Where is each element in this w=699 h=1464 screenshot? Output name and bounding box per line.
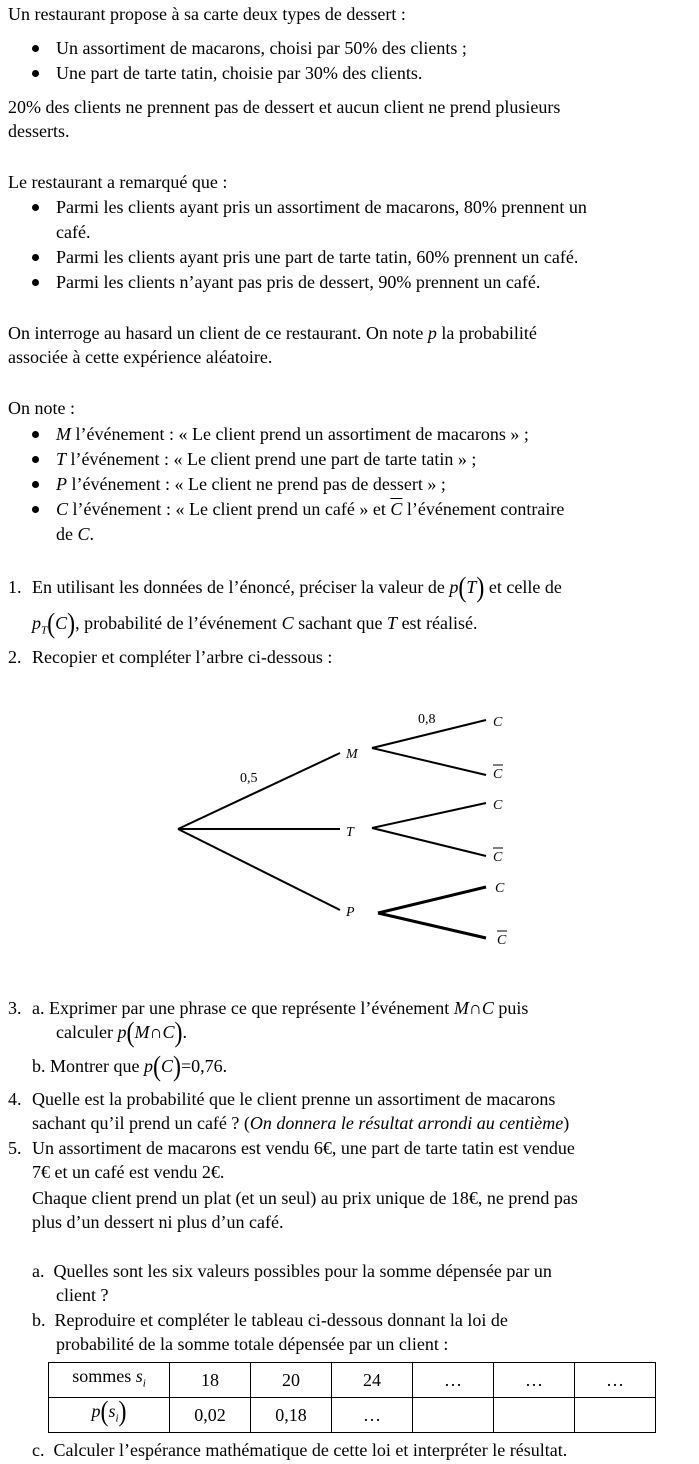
table-cell: … xyxy=(575,1363,656,1398)
label-M-C: 0,8 xyxy=(418,712,436,727)
table-cell xyxy=(494,1398,575,1433)
question-1: En utilisant les données de l’énoncé, préciser la valeur de p(T) et celle de xyxy=(32,572,562,604)
table-cell: … xyxy=(413,1363,494,1398)
list-item: Un assortiment de macarons, choisi par 50% des clients ; xyxy=(28,36,692,61)
branch-P-Cbar xyxy=(378,913,486,938)
question-number: 4. xyxy=(8,1089,22,1109)
dessert-list xyxy=(28,36,692,86)
question-5c: c. Calculer l’espérance mathématique de cette loi et interpréter le résultat. xyxy=(32,1440,568,1460)
question-3a: a. Exprimer par une phrase ce que représente l’événement M∩C puis xyxy=(32,998,529,1018)
node-P-C: C xyxy=(495,881,505,896)
list-item: M l’événement : « Le client prend un assortiment de macarons » ; xyxy=(28,422,692,447)
question-3a-cont: calculer p(M∩C). xyxy=(56,1017,187,1049)
paragraph: 20% des clients ne prennent pas de dessert et aucun client ne prend plusieurs xyxy=(8,97,561,117)
table-cell: 0,02 xyxy=(170,1398,251,1433)
table-cell: 18 xyxy=(170,1363,251,1398)
question-number: 1. xyxy=(8,577,22,597)
question-5a-cont: client ? xyxy=(56,1285,109,1305)
question-5: 7€ et un café est vendu 2€. xyxy=(32,1162,225,1182)
question-5: Un assortiment de macarons est vendu 6€, une part de tarte tatin est vendue xyxy=(32,1138,575,1158)
list-item: T l’événement : « Le client prend une part de tarte tatin » ; xyxy=(28,447,692,472)
question-4: Quelle est la probabilité que le client prenne un assortiment de macarons xyxy=(32,1089,556,1109)
question-5: plus d’un dessert ni plus d’un café. xyxy=(32,1212,284,1232)
question-5: Chaque client prend un plat (et un seul) au prix unique de 18€, ne prend pas xyxy=(32,1188,578,1208)
remark-list xyxy=(28,195,692,295)
list-item: P l’événement : « Le client ne prend pas de dessert » ; xyxy=(28,472,692,497)
event-list xyxy=(28,422,692,547)
list-item: Une part de tarte tatin, choisie par 30% des clients. xyxy=(28,61,692,86)
table-header-cell: $p(s_i)$ xyxy=(49,1398,170,1433)
paragraph: On note : xyxy=(8,398,75,418)
branch-M-Cbar xyxy=(372,748,486,775)
question-1-cont: $p_T(C)$, probabilité de l’événement C sachant que T est réalisé. xyxy=(32,608,478,640)
table-cell xyxy=(575,1398,656,1433)
question-number: 3. xyxy=(8,998,22,1018)
paragraph: associée à cette expérience aléatoire. xyxy=(8,347,273,367)
table-header-cell: sommes $s_i$ xyxy=(49,1363,170,1398)
question-5b-cont: probabilité de la somme totale dépensée par un client : xyxy=(56,1334,449,1354)
list-item: Parmi les clients ayant pris un assortiment de macarons, 80% prennent un café. xyxy=(28,195,692,245)
node-T-C: C xyxy=(493,798,503,813)
table-row xyxy=(49,1398,656,1433)
node-P-Cbar: C xyxy=(497,933,507,948)
branch-T-C xyxy=(372,803,486,828)
question-2: Recopier et compléter l’arbre ci-dessous : xyxy=(32,647,333,667)
table-cell xyxy=(413,1398,494,1433)
question-4-cont: sachant qu’il prend un café ? (On donnera le résultat arrondi au centième) xyxy=(32,1113,570,1133)
list-item: Parmi les clients ayant pris une part de tarte tatin, 60% prennent un café. xyxy=(28,245,692,270)
intro-line: Un restaurant propose à sa carte deux types de dessert : xyxy=(8,4,406,24)
question-5a: a. Quelles sont les six valeurs possibles pour la somme dépensée par un xyxy=(32,1261,552,1281)
question-3b: b. Montrer que p(C)=0,76. xyxy=(32,1051,228,1083)
branch-P-C xyxy=(378,887,486,913)
list-item: C l’événement : « Le client prend un café » et $\overline{C}$ l’événement contraire de C. xyxy=(28,497,692,547)
probability-tree xyxy=(0,690,699,960)
table-cell: 20 xyxy=(251,1363,332,1398)
node-M: M xyxy=(346,747,358,762)
node-T-Cbar: C xyxy=(493,850,503,865)
table-cell: … xyxy=(332,1398,413,1433)
table-cell: … xyxy=(494,1363,575,1398)
paragraph: On interroge au hasard un client de ce restaurant. On note p la probabilité xyxy=(8,323,537,343)
branch-root-P xyxy=(178,829,340,910)
list-item: Parmi les clients n’ayant pas pris de dessert, 90% prennent un café. xyxy=(28,270,692,295)
node-P: P xyxy=(346,905,355,920)
paragraph: desserts. xyxy=(8,121,70,141)
node-T: T xyxy=(346,825,354,840)
question-number: 5. xyxy=(8,1138,22,1158)
branch-root-M xyxy=(178,753,340,829)
table-row xyxy=(49,1363,656,1398)
question-number: 2. xyxy=(8,647,22,667)
table-cell: 0,18 xyxy=(251,1398,332,1433)
probability-table xyxy=(48,1362,656,1433)
node-M-Cbar: C xyxy=(493,767,503,782)
node-M-C: C xyxy=(493,715,503,730)
paragraph: Le restaurant a remarqué que : xyxy=(8,172,228,192)
table-cell: 24 xyxy=(332,1363,413,1398)
label-root-M: 0,5 xyxy=(240,771,258,786)
branch-T-Cbar xyxy=(372,828,486,856)
question-5b: b. Reproduire et compléter le tableau ci-dessous donnant la loi de xyxy=(32,1310,508,1330)
